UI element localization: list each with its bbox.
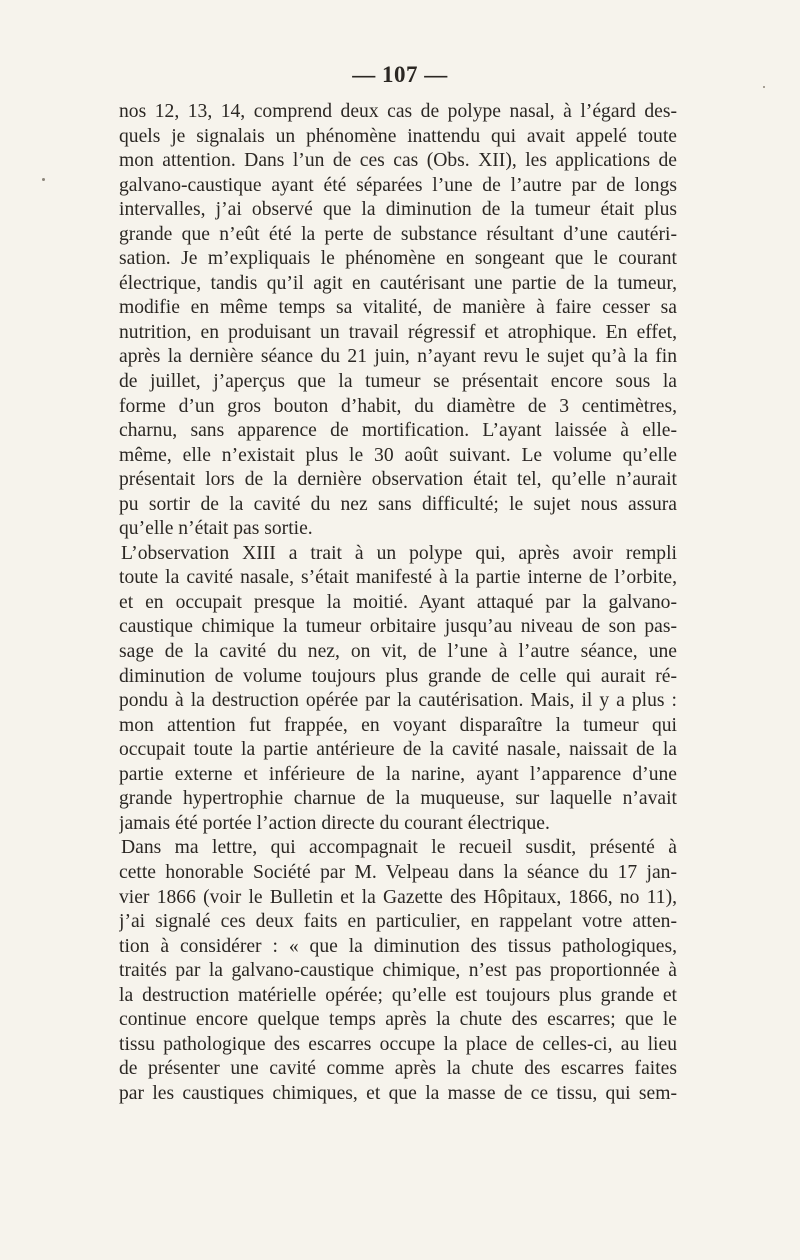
text-line: traités par la galvano-caustique chimique, n’est pas proportionnée à	[119, 960, 677, 982]
text-line: électrique, tandis qu’il agit en cautérisant une partie de la tumeur,	[119, 272, 677, 294]
text-line: présentait lors de la dernière observation était tel, qu’elle n’aurait	[119, 469, 677, 491]
text-line: sation. Je m’expliquais le phénomène en songeant que le courant	[119, 248, 677, 270]
text-line: vier 1866 (voir le Bulletin et la Gazette des Hôpitaux, 1866, no 11),	[119, 886, 677, 908]
text-line: pondu à la destruction opérée par la cautérisation. Mais, il y a plus :	[119, 690, 677, 712]
text-line: de juillet, j’aperçus que la tumeur se présentait encore sous la	[119, 371, 677, 393]
text-line: et en occupait presque la moitié. Ayant attaqué par la galvano-	[119, 591, 677, 613]
text-line: tion à considérer : « que la diminution des tissus pathologiques,	[119, 935, 677, 957]
text-line: galvano-caustique ayant été séparées l’une de l’autre par de longs	[119, 174, 677, 196]
text-line: qu’elle n’était pas sortie.	[119, 518, 313, 540]
text-line: quels je signalais un phénomène inattendu qui avait appelé toute	[119, 125, 677, 147]
paper-speck	[42, 178, 45, 181]
text-line: mon attention. Dans l’un de ces cas (Obs. XII), les applications de	[119, 150, 677, 172]
text-line: jamais été portée l’action directe du courant électrique.	[119, 812, 550, 834]
text-line: occupait toute la partie antérieure de la cavité nasale, naissait de la	[119, 739, 677, 761]
text-line: pu sortir de la cavité du nez sans difficulté; le sujet nous assura	[119, 493, 677, 515]
text-line: de présenter une cavité comme après la chute des escarres faites	[119, 1058, 677, 1080]
text-line: Dans ma lettre, qui accompagnait le recueil susdit, présenté à	[121, 837, 677, 859]
text-line: modifie en même temps sa vitalité, de manière à faire cesser sa	[119, 297, 677, 319]
text-line: partie externe et inférieure de la narine, ayant l’apparence d’une	[119, 763, 677, 785]
text-line: L’observation XIII a trait à un polype qui, après avoir rempli	[121, 542, 677, 564]
text-line: continue encore quelque temps après la chute des escarres; que le	[119, 1009, 677, 1031]
text-line: la destruction matérielle opérée; qu’elle est toujours plus grande et	[119, 984, 677, 1006]
paper-speck	[763, 86, 765, 88]
text-line: cette honorable Société par M. Velpeau dans la séance du 17 jan-	[119, 861, 677, 883]
text-line: intervalles, j’ai observé que la diminution de la tumeur était plus	[119, 199, 677, 221]
text-line: nutrition, en produisant un travail régressif et atrophique. En effet,	[119, 321, 677, 343]
text-line: j’ai signalé ces deux faits en particulier, en rappelant votre atten-	[119, 911, 677, 933]
text-line: grande que n’eût été la perte de substance résultant d’une cautéri-	[119, 223, 677, 245]
text-line: diminution de volume toujours plus grande de celle qui aurait ré-	[119, 665, 677, 687]
text-line: forme d’un gros bouton d’habit, du diamètre de 3 centimètres,	[119, 395, 677, 417]
text-line: mon attention fut frappée, en voyant disparaître la tumeur qui	[119, 714, 677, 736]
text-line: sage de la cavité du nez, on vit, de l’une à l’autre séance, une	[119, 641, 677, 663]
page-number: — 107 —	[352, 62, 448, 87]
text-line: même, elle n’existait plus le 30 août suivant. Le volume qu’elle	[119, 444, 677, 466]
text-line: caustique chimique la tumeur orbitaire jusqu’au niveau de son pas-	[119, 616, 677, 638]
text-line: toute la cavité nasale, s’était manifesté à la partie interne de l’orbite,	[119, 567, 677, 589]
text-line: tissu pathologique des escarres occupe la place de celles-ci, au lieu	[119, 1033, 677, 1055]
text-line: par les caustiques chimiques, et que la masse de ce tissu, qui sem-	[119, 1082, 677, 1104]
text-line: après la dernière séance du 21 juin, n’ayant revu le sujet qu’à la fin	[119, 346, 677, 368]
text-line: charnu, sans apparence de mortification. L’ayant laissée à elle-	[119, 420, 677, 442]
body-text	[119, 100, 677, 1106]
text-line: nos 12, 13, 14, comprend deux cas de polype nasal, à l’égard des-	[119, 101, 677, 122]
text-line: grande hypertrophie charnue de la muqueuse, sur laquelle n’avait	[119, 788, 677, 810]
